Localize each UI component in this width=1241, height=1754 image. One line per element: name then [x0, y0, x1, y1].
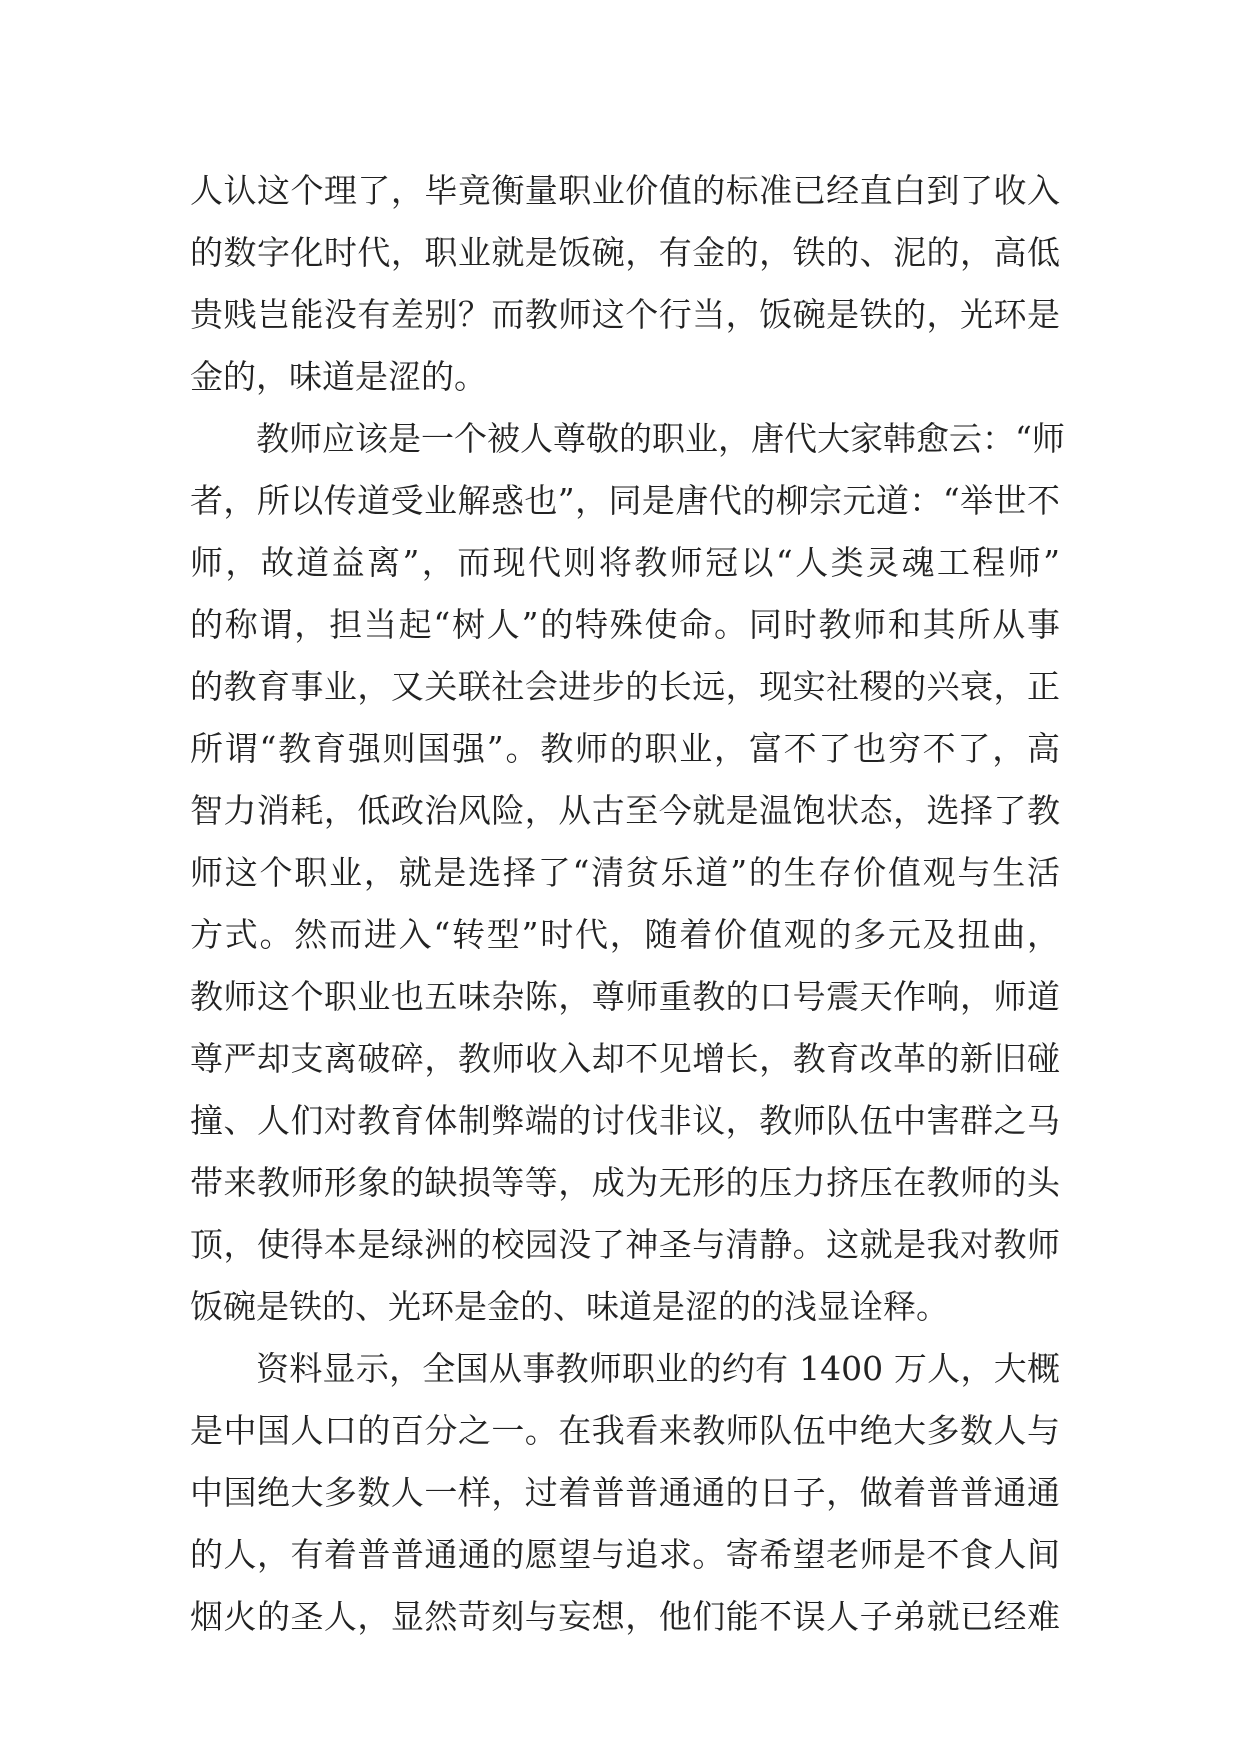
text-line: 烟火的圣人，显然苛刻与妄想，他们能不误人子弟就已经难 [190, 1597, 1060, 1636]
text-line: 方式。然而进入“转型”时代，随着价值观的多元及扭曲， [190, 915, 1060, 954]
text-line: 所谓“教育强则国强”。教师的职业，富不了也穷不了，高 [190, 729, 1060, 768]
text-line: 的数字化时代，职业就是饭碗，有金的，铁的、泥的，高低 [190, 233, 1060, 272]
text-line: 撞、人们对教育体制弊端的讨伐非议，教师队伍中害群之马 [190, 1101, 1060, 1140]
paragraph-first-line: 资料显示，全国从事教师职业的约有 1400 万人，大概 [256, 1349, 1060, 1388]
text-line: 教师这个职业也五味杂陈，尊师重教的口号震天作响，师道 [190, 977, 1060, 1016]
text-line: 的教育事业，又关联社会进步的长远，现实社稷的兴衰，正 [190, 667, 1060, 706]
text-line: 师，故道益离”，而现代则将教师冠以“人类灵魂工程师” [190, 543, 1060, 582]
document-body [190, 160, 1065, 1648]
text-line: 是中国人口的百分之一。在我看来教师队伍中绝大多数人与 [190, 1411, 1060, 1450]
text-line: 的人，有着普普通通的愿望与追求。寄希望老师是不食人间 [190, 1535, 1060, 1574]
text-line: 者，所以传道受业解惑也”，同是唐代的柳宗元道：“举世不 [190, 481, 1060, 520]
text-line: 金的，味道是涩的。 [190, 357, 487, 396]
text-line: 贵贱岂能没有差别？而教师这个行当，饭碗是铁的，光环是 [190, 295, 1060, 334]
text-line: 智力消耗，低政治风险，从古至今就是温饱状态，选择了教 [190, 791, 1060, 830]
text-line: 的称谓，担当起“树人”的特殊使命。同时教师和其所从事 [190, 605, 1060, 644]
text-line: 尊严却支离破碎，教师收入却不见增长，教育改革的新旧碰 [190, 1039, 1060, 1078]
text-line: 带来教师形象的缺损等等，成为无形的压力挤压在教师的头 [190, 1163, 1060, 1202]
paragraph-first-line: 教师应该是一个被人尊敬的职业，唐代大家韩愈云：“师 [256, 419, 1065, 458]
text-line: 人认这个理了，毕竟衡量职业价值的标准已经直白到了收入 [190, 171, 1060, 210]
text-line: 饭碗是铁的、光环是金的、味道是涩的的浅显诠释。 [190, 1287, 949, 1326]
text-line: 师这个职业，就是选择了“清贫乐道”的生存价值观与生活 [190, 853, 1060, 892]
text-line: 顶，使得本是绿洲的校园没了神圣与清静。这就是我对教师 [190, 1225, 1060, 1264]
text-line: 中国绝大多数人一样，过着普普通通的日子，做着普普通通 [190, 1473, 1060, 1512]
